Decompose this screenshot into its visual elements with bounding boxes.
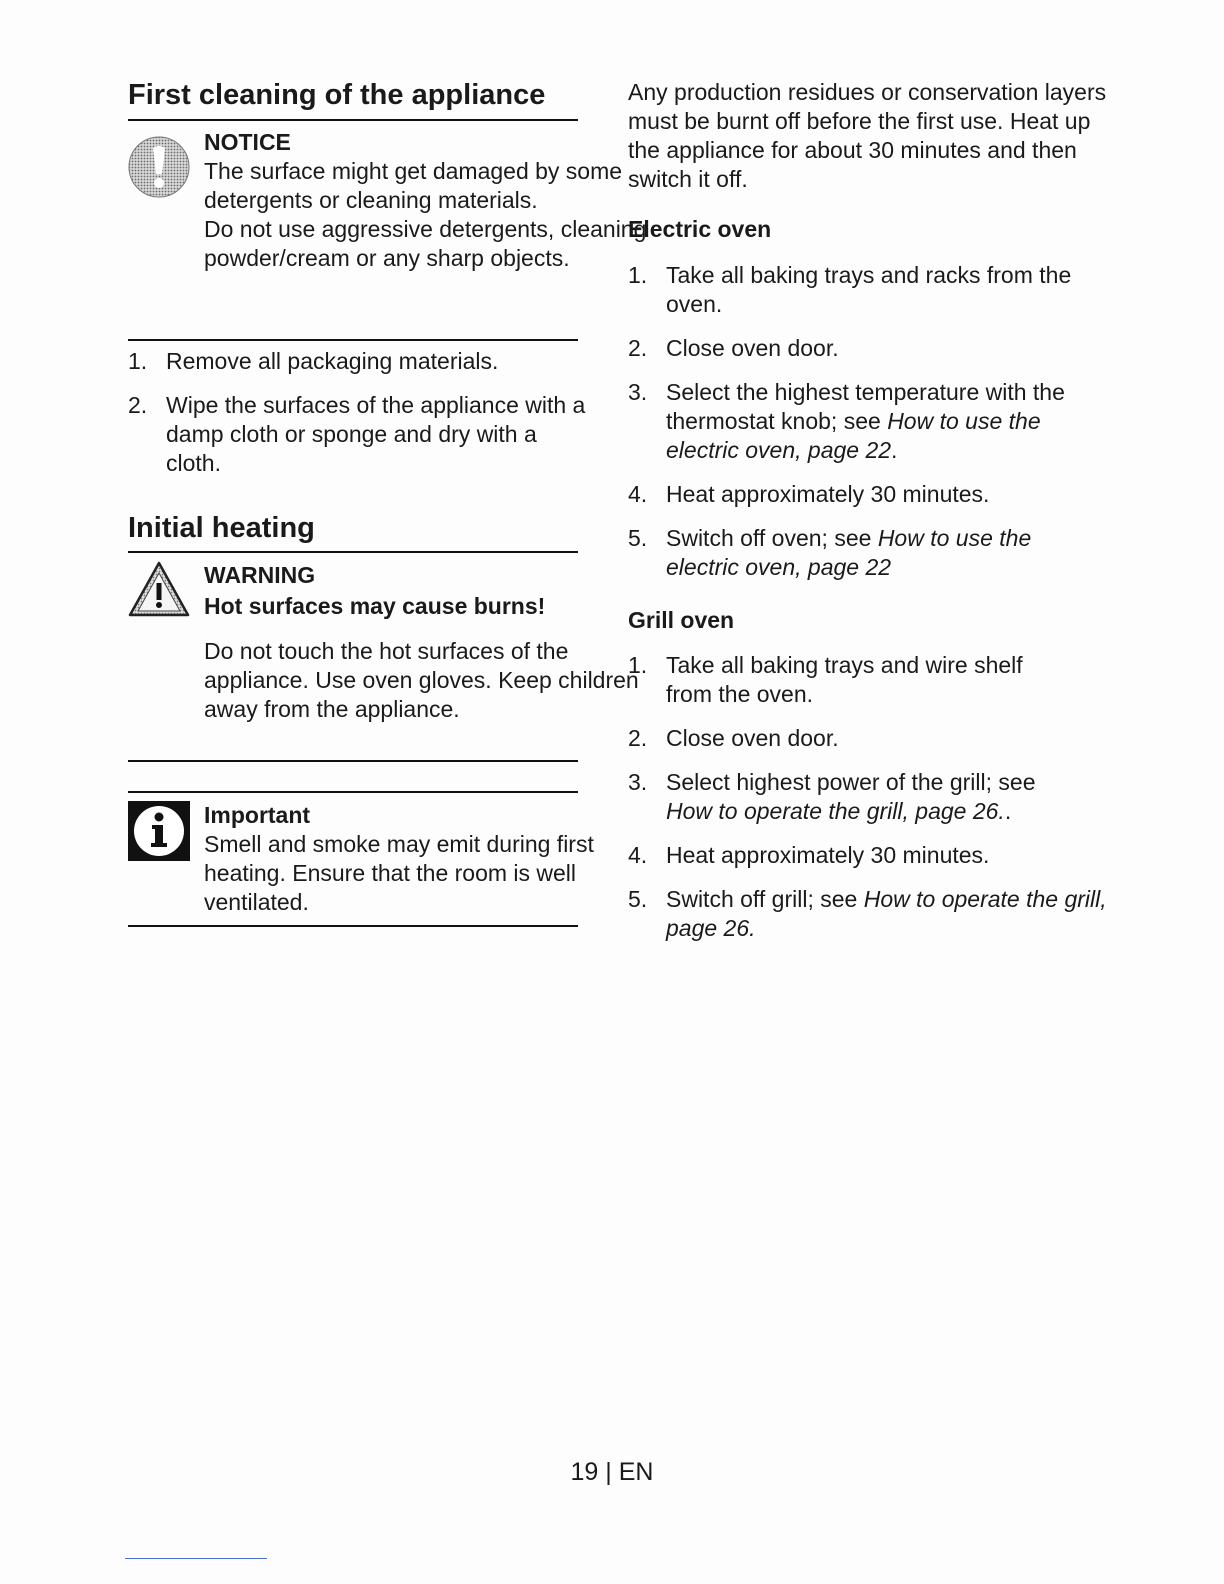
step-text: Take all baking trays and racks from the oven. — [666, 262, 1072, 317]
step-number: 3. — [628, 769, 648, 795]
list-item — [628, 841, 1108, 870]
notice-label: NOTICE — [204, 129, 291, 155]
step-number: 1. — [628, 262, 648, 288]
step-number: 2. — [128, 392, 148, 418]
notice-box — [128, 128, 656, 273]
footer-separator: | — [605, 1458, 612, 1486]
grill-oven-title: Grill oven — [628, 607, 735, 633]
important-top-rule — [128, 791, 578, 793]
first-cleaning-title: First cleaning of the appliance — [128, 79, 546, 111]
step-number: 4. — [628, 842, 648, 868]
page-number: 19 — [570, 1458, 599, 1486]
warning-text: Do not touch the hot surfaces of the appliance. Use oven gloves. Keep children away from the appliance. — [204, 638, 639, 722]
list-item — [628, 651, 1108, 709]
page-footer — [0, 1458, 1224, 1487]
list-item — [628, 334, 1108, 363]
step-number: 5. — [628, 525, 648, 551]
warning-triangle-icon — [128, 561, 190, 617]
warning-headline: Hot surfaces may cause burns! — [204, 593, 546, 619]
cleaning-steps — [128, 347, 588, 478]
notice-text-1: The surface might get damaged by some detergents or cleaning materials. — [204, 158, 623, 213]
list-item — [128, 347, 588, 376]
warning-label: WARNING — [204, 562, 316, 588]
list-item — [128, 391, 588, 478]
notice-text-2: Do not use aggressive detergents, cleaning powder/cream or any sharp objects. — [204, 216, 647, 271]
step-number: 1. — [628, 652, 648, 678]
warning-box — [128, 561, 656, 724]
step-text: Take all baking trays and wire shelf from the oven. — [666, 652, 1023, 707]
list-item — [628, 261, 1108, 319]
important-text: Smell and smoke may emit during first heating. Ensure that the room is well ventilated. — [204, 831, 594, 915]
step-tail: . — [1004, 798, 1012, 824]
electric-oven-steps — [628, 261, 1108, 582]
list-item — [628, 885, 1108, 943]
initial-heating-title: Initial heating — [128, 512, 315, 544]
step-number: 1. — [128, 348, 148, 374]
step-text: Wipe the surfaces of the appliance with a damp cloth or sponge and dry with a cloth. — [166, 392, 586, 476]
cross-reference: How to operate the grill, page 26. — [666, 886, 1107, 941]
title-rule — [128, 119, 578, 121]
important-box — [128, 801, 656, 917]
list-item — [628, 480, 1108, 509]
notice-rule — [128, 339, 578, 341]
step-text: Select the highest temperature with the thermostat knob; see — [666, 379, 1065, 434]
grill-oven-steps — [628, 651, 1108, 943]
step-text: Close oven door. — [666, 725, 839, 751]
step-number: 2. — [628, 335, 648, 361]
language-code: EN — [618, 1458, 654, 1486]
list-item — [628, 724, 1108, 753]
important-label: Important — [204, 802, 311, 828]
step-text: Switch off grill; see — [666, 886, 864, 912]
cross-reference: How to use the electric oven, page 22 — [666, 408, 1041, 463]
step-number: 2. — [628, 725, 648, 751]
heading-rule — [128, 551, 578, 553]
step-text: Select highest power of the grill; see — [666, 769, 1036, 795]
step-text: Heat approximately 30 minutes. — [666, 842, 990, 868]
list-item — [628, 378, 1108, 465]
list-item — [628, 768, 1108, 826]
step-text: Remove all packaging materials. — [166, 348, 499, 374]
list-item — [628, 524, 1108, 582]
cross-reference: How to use the electric oven, page 22 — [666, 525, 1032, 580]
step-text: Heat approximately 30 minutes. — [666, 481, 990, 507]
notice-exclamation-icon — [128, 136, 190, 198]
step-number: 4. — [628, 481, 648, 507]
warning-rule — [128, 760, 578, 762]
step-text: Close oven door. — [666, 335, 839, 361]
intro-paragraph: Any production residues or conservation layers must be burnt off before the first use. Heat up the appliance for about 30 minutes and then switch it off. — [628, 79, 1107, 192]
step-number: 5. — [628, 886, 648, 912]
step-tail: . — [891, 437, 898, 463]
step-text: Switch off oven; see — [666, 525, 878, 551]
cross-reference: How to operate the grill, page 26. — [666, 798, 1005, 824]
important-bottom-rule — [128, 925, 578, 927]
step-number: 3. — [628, 379, 648, 405]
bottom-link-line — [125, 1558, 267, 1559]
info-icon — [128, 801, 190, 861]
electric-oven-title: Electric oven — [628, 216, 772, 242]
